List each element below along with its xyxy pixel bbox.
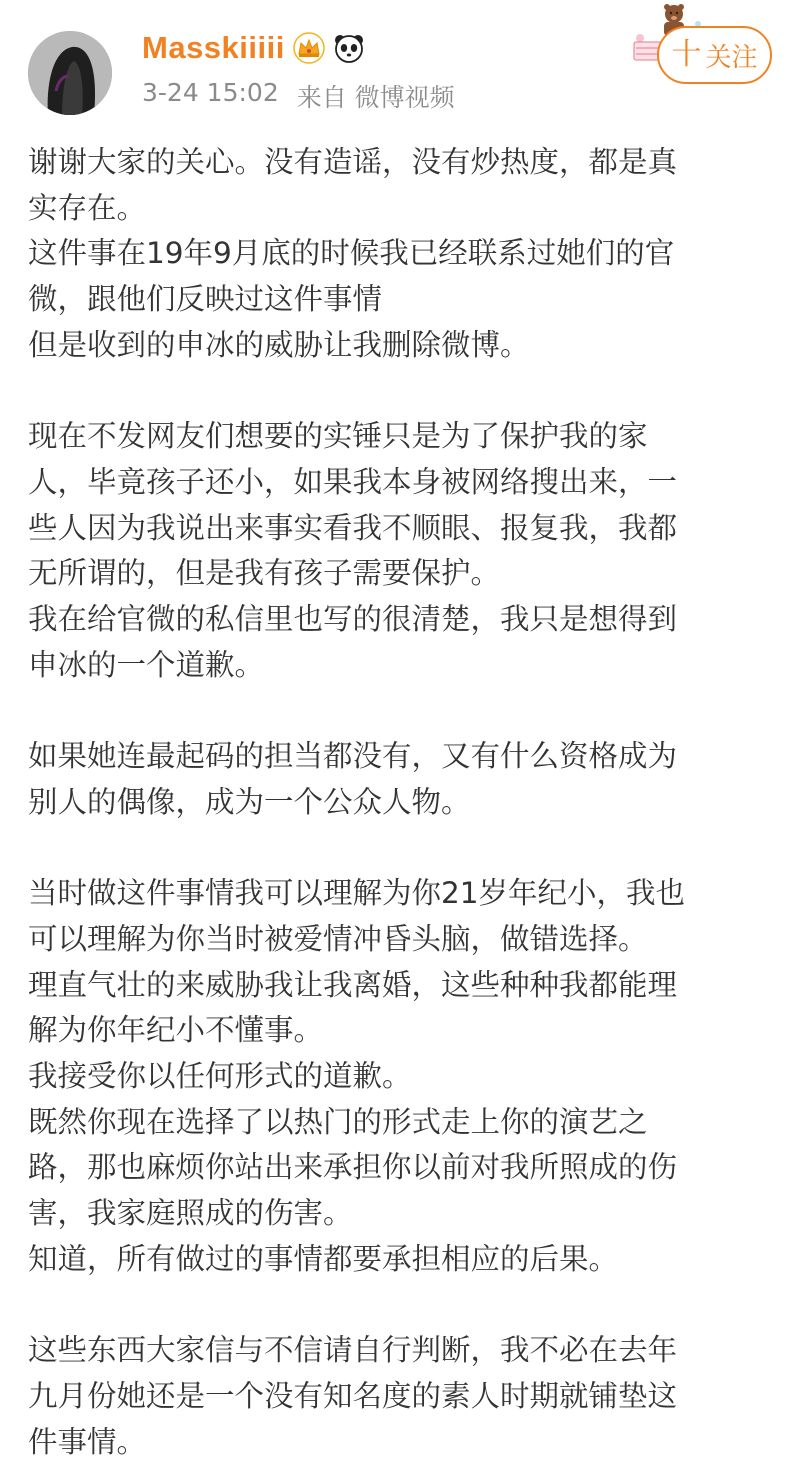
post-line: 谢谢大家的关心。没有造谣，没有炒热度，都是真 xyxy=(28,145,678,179)
post-source[interactable]: 来自 微博视频 xyxy=(296,83,455,112)
follow-button[interactable] xyxy=(657,26,772,84)
post-line: 理直气壮的来威胁我让我离婚，这些种种我都能理 xyxy=(28,967,678,1002)
post-line: 微，跟他们反映过这件事情 xyxy=(28,282,383,317)
post-line: 害，我家庭照成的伤害。 xyxy=(28,1196,353,1231)
user-avatar[interactable] xyxy=(28,31,112,115)
post-timestamp: 3-24 15:02 xyxy=(142,78,279,107)
plus-icon: 十 xyxy=(671,37,702,72)
paragraph-gap xyxy=(28,1283,780,1329)
post-line: 但是收到的申冰的威胁让我删除微博。 xyxy=(28,327,530,362)
crown-badge-icon xyxy=(293,32,325,64)
post-body xyxy=(28,140,780,1465)
post-line: 人，毕竟孩子还小，如果我本身被网络搜出来，一 xyxy=(28,464,678,499)
post-line: 既然你现在选择了以热门的形式走上你的演艺之 xyxy=(28,1104,648,1139)
post-line: 解为你年纪小不懂事。 xyxy=(28,1013,324,1048)
post-line: 无所谓的，但是我有孩子需要保护。 xyxy=(28,556,501,591)
avatar-image xyxy=(28,31,112,115)
post-line: 些人因为我说出来事实看我不顺眼、报复我，我都 xyxy=(28,510,678,545)
post-line: 当时做这件事情我可以理解为你21岁年纪小，我也 xyxy=(28,876,686,911)
username[interactable]: Masskiiiii xyxy=(142,30,285,65)
post-line: 这件事在19年9月底的时候我已经联系过她们的官 xyxy=(28,236,675,271)
post-line: 可以理解为你当时被爱情冲昏头脑，做错选择。 xyxy=(28,921,648,956)
post-line: 我在给官微的私信里也写的很清楚，我只是想得到 xyxy=(28,602,678,637)
panda-badge-icon xyxy=(333,32,365,64)
post-line: 九月份她还是一个没有知名度的素人时期就铺垫这 xyxy=(28,1378,678,1413)
username-row xyxy=(142,26,365,70)
paragraph-gap xyxy=(28,688,780,734)
post-line: 这些东西大家信与不信请自行判断，我不必在去年 xyxy=(28,1333,678,1368)
post-meta xyxy=(142,78,455,114)
post-line: 如果她连最起码的担当都没有，又有什么资格成为 xyxy=(28,739,678,774)
post-line: 实存在。 xyxy=(28,190,147,225)
follow-label: 关注 xyxy=(705,42,758,73)
post-line: 别人的偶像，成为一个公众人物。 xyxy=(28,784,471,819)
paragraph-gap xyxy=(28,826,780,872)
paragraph-gap xyxy=(28,369,780,415)
post-line: 件事情。 xyxy=(28,1424,147,1459)
post-line: 我接受你以任何形式的道歉。 xyxy=(28,1059,412,1094)
post-line: 现在不发网友们想要的实锤只是为了保护我的家 xyxy=(28,419,648,454)
post-line: 知道，所有做过的事情都要承担相应的后果。 xyxy=(28,1241,619,1276)
post-line: 路，那也麻烦你站出来承担你以前对我所照成的伤 xyxy=(28,1150,678,1185)
post-line: 申冰的一个道歉。 xyxy=(28,647,265,682)
post-header xyxy=(0,0,800,128)
